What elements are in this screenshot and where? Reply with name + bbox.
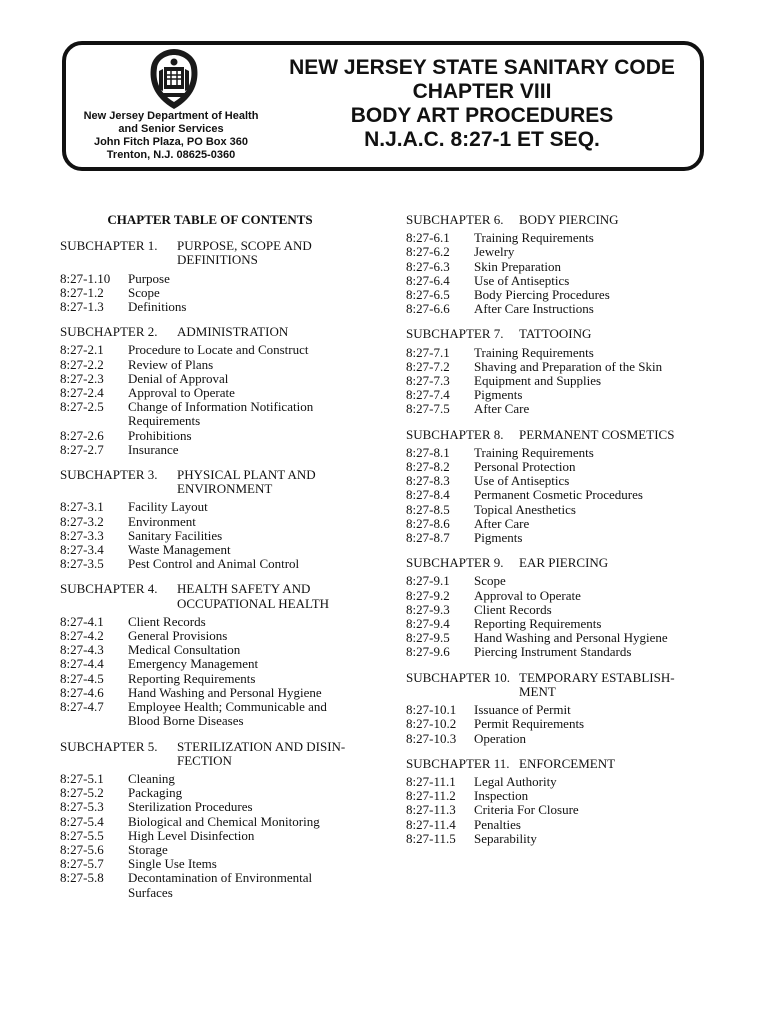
toc-entry[interactable] (60, 272, 360, 286)
section-title: Emergency Management (128, 656, 259, 672)
section-number: 8:27-1.3 (60, 299, 104, 315)
section-title: Body Piercing Procedures (474, 287, 610, 303)
section-number: 8:27-3.4 (60, 542, 104, 558)
subchapter-title: ENFORCEMENT (519, 755, 616, 771)
toc-entry[interactable] (406, 631, 706, 645)
section-title: Hand Washing and Personal Hygiene (474, 630, 668, 646)
subchapter-heading[interactable] (60, 582, 360, 610)
subchapter-number: SUBCHAPTER 7. (406, 326, 504, 342)
section-title: Shaving and Preparation of the Skin (474, 358, 663, 374)
section-title: Facility Layout (128, 499, 208, 515)
subchapter-number: SUBCHAPTER 10. (406, 669, 511, 685)
section-title: Pigments (474, 530, 523, 546)
section-title: Employee Health; Communicable and Blood Borne Diseases (128, 699, 327, 729)
toc-entry[interactable] (60, 772, 360, 786)
subchapter-section (60, 325, 360, 457)
toc-entry[interactable] (406, 374, 706, 388)
toc-entry[interactable] (406, 789, 706, 803)
subchapter-section (60, 468, 360, 571)
toc-right-column (406, 213, 706, 857)
toc-entry[interactable] (60, 829, 360, 843)
toc-entry[interactable] (60, 543, 360, 557)
section-number: 8:27-3.2 (60, 513, 104, 529)
toc-entry[interactable] (406, 832, 706, 846)
section-number: 8:27-8.6 (406, 515, 450, 531)
subchapter-number: SUBCHAPTER 5. (60, 738, 158, 754)
section-number: 8:27-2.4 (60, 385, 104, 401)
section-title: Waste Management (128, 542, 231, 558)
toc-entry[interactable] (406, 603, 706, 617)
toc-entry[interactable] (60, 286, 360, 300)
subchapter-section (406, 757, 706, 846)
toc-entry[interactable] (406, 288, 706, 302)
section-number: 8:27-11.5 (406, 830, 456, 846)
section-number: 8:27-2.6 (60, 427, 104, 443)
toc-entry[interactable] (60, 515, 360, 529)
subchapter-heading[interactable] (60, 740, 360, 768)
section-number: 8:27-9.6 (406, 644, 450, 660)
subchapter-title: PHYSICAL PLANT AND ENVIRONMENT (177, 467, 316, 497)
section-title: Purpose (128, 270, 170, 286)
section-title: Client Records (128, 613, 206, 629)
toc-entry[interactable] (406, 446, 706, 460)
section-title: Penalties (474, 816, 521, 832)
section-title: Pigments (474, 387, 523, 403)
subchapter-section (406, 428, 706, 546)
section-number: 8:27-6.1 (406, 230, 450, 246)
toc-entry[interactable] (60, 557, 360, 571)
section-title: Permanent Cosmetic Procedures (474, 487, 643, 503)
section-number: 8:27-10.1 (406, 702, 457, 718)
subchapter-heading[interactable] (406, 327, 706, 341)
section-title: Jewelry (474, 244, 515, 260)
section-title: After Care Instructions (474, 301, 594, 317)
section-number: 8:27-9.5 (406, 630, 450, 646)
section-number: 8:27-1.2 (60, 284, 104, 300)
subchapter-heading[interactable] (60, 325, 360, 339)
subchapter-section (406, 327, 706, 416)
toc-heading: CHAPTER TABLE OF CONTENTS (107, 212, 313, 227)
section-number: 8:27-3.3 (60, 527, 104, 543)
section-number: 8:27-7.4 (406, 387, 450, 403)
title-line: CHAPTER VIII (412, 80, 552, 103)
section-title: After Care (474, 401, 530, 417)
toc-entry[interactable] (60, 400, 360, 428)
subchapter-number: SUBCHAPTER 8. (406, 426, 504, 442)
section-title: Legal Authority (474, 773, 557, 789)
section-number: 8:27-6.3 (406, 258, 450, 274)
toc-entry[interactable] (406, 517, 706, 531)
section-number: 8:27-8.7 (406, 530, 450, 546)
section-number: 8:27-4.7 (60, 699, 104, 715)
toc-entry[interactable] (406, 531, 706, 545)
section-number: 8:27-6.6 (406, 301, 450, 317)
section-title: Approval to Operate (128, 385, 235, 401)
subchapter-heading[interactable] (406, 556, 706, 570)
section-title: Skin Preparation (474, 258, 562, 274)
department-line: New Jersey Department of Health (83, 110, 259, 122)
section-title: Decontamination of Environmental Surfaces (128, 870, 313, 900)
section-number: 8:27-9.1 (406, 573, 450, 589)
section-title: Use of Antiseptics (474, 272, 570, 288)
section-title: Approval to Operate (474, 587, 581, 603)
section-number: 8:27-4.4 (60, 656, 104, 672)
toc-entry[interactable] (406, 274, 706, 288)
toc-entry[interactable] (60, 700, 360, 728)
toc-entry[interactable] (406, 617, 706, 631)
toc-entry[interactable] (406, 360, 706, 374)
subchapter-heading[interactable] (406, 671, 706, 699)
section-number: 8:27-5.1 (60, 770, 104, 786)
section-title: Definitions (128, 299, 187, 315)
subchapter-title: PERMANENT COSMETICS (519, 426, 675, 442)
section-title: Use of Antiseptics (474, 473, 570, 489)
subchapter-section (406, 213, 706, 316)
toc-entry[interactable] (406, 717, 706, 731)
section-title: High Level Disinfection (128, 827, 255, 843)
toc-entry[interactable] (406, 488, 706, 502)
section-number: 8:27-2.3 (60, 370, 104, 386)
toc-entry[interactable] (406, 818, 706, 832)
section-number: 8:27-9.3 (406, 601, 450, 617)
section-title: Operation (474, 730, 526, 746)
section-number: 8:27-6.4 (406, 272, 450, 288)
section-number: 8:27-5.3 (60, 799, 104, 815)
toc-entry[interactable] (60, 500, 360, 514)
section-title: Reporting Requirements (474, 616, 602, 632)
section-title: Packaging (128, 785, 183, 801)
section-number: 8:27-11.2 (406, 788, 456, 804)
toc-entry[interactable] (406, 474, 706, 488)
section-number: 8:27-8.2 (406, 459, 450, 475)
toc-entry[interactable] (406, 732, 706, 746)
toc-entry[interactable] (406, 589, 706, 603)
section-number: 8:27-8.3 (406, 473, 450, 489)
section-number: 8:27-3.5 (60, 556, 104, 572)
toc-entry[interactable] (60, 343, 360, 357)
section-title: Environment (128, 513, 196, 529)
subchapter-title: HEALTH SAFETY AND OCCUPATIONAL HEALTH (177, 581, 330, 611)
subchapter-number: SUBCHAPTER 11. (406, 755, 510, 771)
section-title: Procedure to Locate and Construct (128, 342, 309, 358)
section-title: Issuance of Permit (474, 702, 571, 718)
section-number: 8:27-6.2 (406, 244, 450, 260)
section-number: 8:27-6.5 (406, 287, 450, 303)
state-seal-icon (147, 47, 201, 111)
subchapter-section (60, 239, 360, 314)
section-number: 8:27-4.5 (60, 670, 104, 686)
subchapter-number: SUBCHAPTER 2. (60, 324, 158, 340)
section-title: Prohibitions (128, 427, 192, 443)
toc-entry[interactable] (406, 302, 706, 316)
subchapter-title: ADMINISTRATION (177, 324, 289, 340)
section-title: Hand Washing and Personal Hygiene (128, 684, 322, 700)
department-line: John Fitch Plaza, PO Box 360 (93, 136, 249, 148)
section-number: 8:27-11.3 (406, 802, 456, 818)
toc-entry[interactable] (60, 686, 360, 700)
toc-entry[interactable] (406, 803, 706, 817)
section-title: Biological and Chemical Monitoring (128, 813, 320, 829)
section-number: 8:27-9.2 (406, 587, 450, 603)
title-line: NEW JERSEY STATE SANITARY CODE (289, 56, 675, 79)
toc-entry[interactable] (60, 815, 360, 829)
toc-entry[interactable] (406, 645, 706, 659)
section-number: 8:27-8.5 (406, 501, 450, 517)
toc-entry[interactable] (60, 657, 360, 671)
section-number: 8:27-4.2 (60, 628, 104, 644)
toc-entry[interactable] (406, 703, 706, 717)
section-title: Separability (474, 830, 537, 846)
toc-entry[interactable] (406, 388, 706, 402)
toc-entry[interactable] (406, 231, 706, 245)
subchapter-heading[interactable] (406, 213, 706, 227)
section-title: Sterilization Procedures (128, 799, 253, 815)
section-number: 8:27-5.4 (60, 813, 104, 829)
toc-entry[interactable] (60, 386, 360, 400)
section-title: Change of Information Notification Requirements (128, 399, 314, 429)
section-title: Training Requirements (474, 230, 594, 246)
section-number: 8:27-4.3 (60, 642, 104, 658)
toc-entry[interactable] (406, 245, 706, 259)
subchapter-section (60, 740, 360, 900)
section-title: Training Requirements (474, 444, 594, 460)
section-number: 8:27-8.1 (406, 444, 450, 460)
toc-entry[interactable] (60, 300, 360, 314)
toc-entry[interactable] (60, 615, 360, 629)
toc-entry[interactable] (60, 429, 360, 443)
section-number: 8:27-2.1 (60, 342, 104, 358)
section-title: Training Requirements (474, 344, 594, 360)
subchapter-number: SUBCHAPTER 4. (60, 581, 158, 597)
section-title: Pest Control and Animal Control (128, 556, 300, 572)
subchapter-heading[interactable] (406, 757, 706, 771)
subchapter-title: BODY PIERCING (519, 212, 619, 227)
toc-entry[interactable] (60, 871, 360, 899)
section-title: Denial of Approval (128, 370, 229, 386)
document-title (252, 56, 712, 152)
department-line: Trenton, N.J. 08625-0360 (106, 149, 236, 161)
section-title: Storage (128, 841, 168, 857)
toc-entry[interactable] (60, 443, 360, 457)
subchapter-title: EAR PIERCING (519, 555, 609, 571)
toc-entry[interactable] (60, 786, 360, 800)
subchapter-title: TEMPORARY ESTABLISH-MENT (519, 669, 675, 699)
title-line: N.J.A.C. 8:27-1 ET SEQ. (364, 128, 600, 151)
toc-entry[interactable] (60, 358, 360, 372)
section-number: 8:27-2.5 (60, 399, 104, 415)
toc-entry[interactable] (60, 643, 360, 657)
subchapter-title: PURPOSE, SCOPE AND DEFINITIONS (177, 238, 312, 268)
toc-entry[interactable] (406, 460, 706, 474)
toc-entry[interactable] (406, 402, 706, 416)
subchapter-section (60, 582, 360, 728)
section-number: 8:27-3.1 (60, 499, 104, 515)
section-number: 8:27-4.1 (60, 613, 104, 629)
section-number: 8:27-7.3 (406, 373, 450, 389)
toc-entry[interactable] (406, 775, 706, 789)
section-title: After Care (474, 515, 530, 531)
section-title: Inspection (474, 788, 529, 804)
section-number: 8:27-5.5 (60, 827, 104, 843)
section-title: Personal Protection (474, 459, 576, 475)
section-title: Scope (128, 284, 160, 300)
section-number: 8:27-10.3 (406, 730, 457, 746)
section-number: 8:27-2.2 (60, 356, 104, 372)
subchapter-number: SUBCHAPTER 6. (406, 212, 504, 227)
section-title: Medical Consultation (128, 642, 241, 658)
toc-entry[interactable] (60, 529, 360, 543)
section-number: 8:27-11.4 (406, 816, 456, 832)
department-address (70, 110, 272, 162)
toc-entry[interactable] (60, 629, 360, 643)
section-title: Single Use Items (128, 856, 217, 872)
subchapter-heading[interactable] (60, 239, 360, 267)
section-number: 8:27-2.7 (60, 441, 104, 457)
section-number: 8:27-5.7 (60, 856, 104, 872)
section-number: 8:27-9.4 (406, 616, 450, 632)
section-number: 8:27-7.5 (406, 401, 450, 417)
section-number: 8:27-1.10 (60, 270, 111, 286)
toc-entry[interactable] (406, 574, 706, 588)
toc-entry[interactable] (406, 346, 706, 360)
toc-entry[interactable] (406, 503, 706, 517)
section-title: Reporting Requirements (128, 670, 256, 686)
section-number: 8:27-10.2 (406, 716, 457, 732)
department-line: and Senior Services (118, 123, 224, 135)
section-title: Equipment and Supplies (474, 373, 602, 389)
subchapter-title: TATTOOING (519, 326, 592, 342)
section-number: 8:27-7.1 (406, 344, 450, 360)
section-title: Criteria For Closure (474, 802, 579, 818)
toc-left-column (60, 213, 360, 911)
title-line: BODY ART PROCEDURES (350, 104, 614, 127)
section-number: 8:27-5.6 (60, 841, 104, 857)
subchapter-section (406, 671, 706, 746)
toc-entry[interactable] (60, 857, 360, 871)
section-number: 8:27-7.2 (406, 358, 450, 374)
section-title: Topical Anesthetics (474, 501, 576, 517)
section-title: Client Records (474, 601, 552, 617)
subchapter-heading[interactable] (60, 468, 360, 496)
section-title: Cleaning (128, 770, 175, 786)
section-title: Sanitary Facilities (128, 527, 223, 543)
section-title: Piercing Instrument Standards (474, 644, 632, 660)
section-number: 8:27-5.8 (60, 870, 104, 886)
subchapter-section (406, 556, 706, 659)
toc-entry[interactable] (60, 800, 360, 814)
section-number: 8:27-5.2 (60, 785, 104, 801)
section-number: 8:27-8.4 (406, 487, 450, 503)
toc-entry[interactable] (60, 843, 360, 857)
section-number: 8:27-4.6 (60, 684, 104, 700)
subchapter-number: SUBCHAPTER 9. (406, 555, 504, 571)
section-title: Review of Plans (128, 356, 214, 372)
subchapter-title: STERILIZATION AND DISIN-FECTION (177, 738, 346, 768)
toc-entry[interactable] (60, 672, 360, 686)
section-title: Insurance (128, 441, 179, 457)
section-title: Scope (474, 573, 506, 589)
toc-entry[interactable] (60, 372, 360, 386)
subchapter-number: SUBCHAPTER 3. (60, 467, 158, 483)
subchapter-number: SUBCHAPTER 1. (60, 238, 158, 254)
section-title: General Provisions (128, 628, 228, 644)
section-number: 8:27-11.1 (406, 773, 456, 789)
subchapter-heading[interactable] (406, 428, 706, 442)
toc-entry[interactable] (406, 260, 706, 274)
section-title: Permit Requirements (474, 716, 585, 732)
